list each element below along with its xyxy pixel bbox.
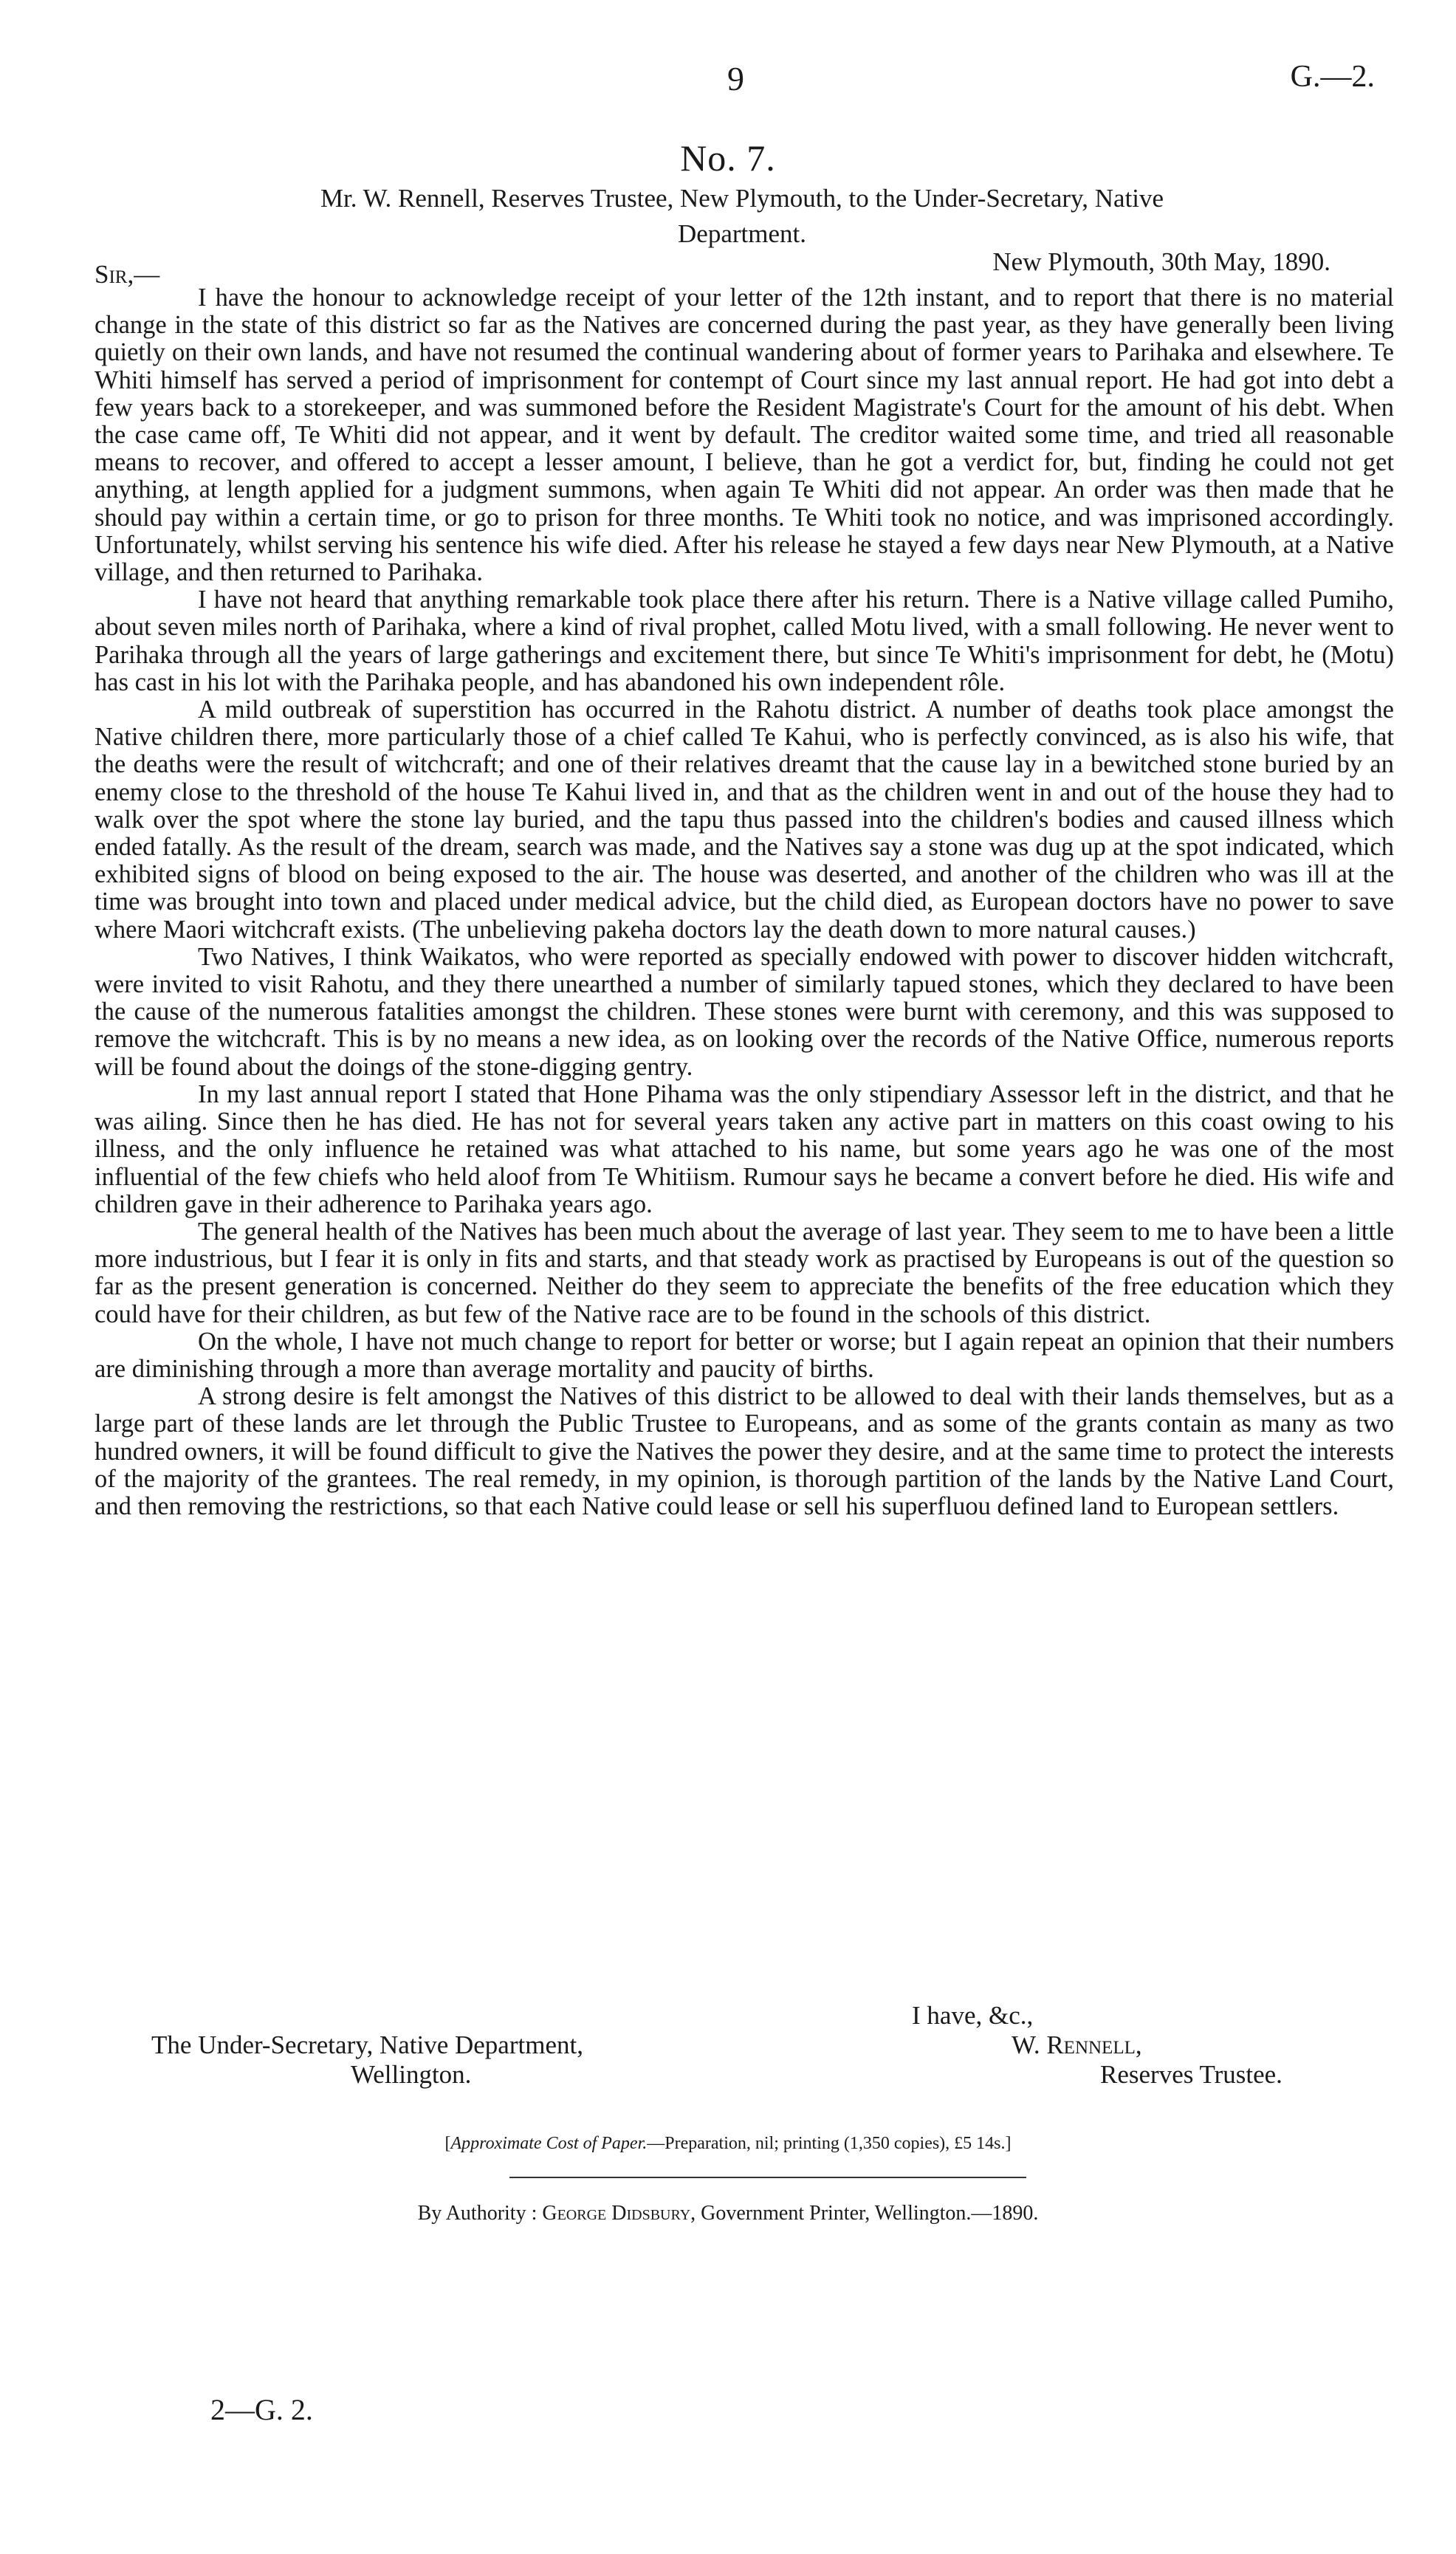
paragraph: Two Natives, I think Waikatos, who were reported as specially endowed with power to discover hidden witchcraft, were invited to visit Rahotu, and they there unearthed a number of similarly tapued stones, which they declared to have been the cause of the numerous fatalities amongst the children. These stones were burnt with ceremony, and this was supposed to remove the witchcraft. This is by no means a new idea, as on looking over the records of the Native Office, numerous reports will be found about the doings of the stone-digging gentry. <box>95 942 1394 1081</box>
heading-line-2: Department. <box>678 219 806 248</box>
letter-heading <box>144 181 1340 252</box>
imprint-prefix: By Authority : <box>417 2202 538 2225</box>
imprint-rest: Government Printer, Wellington.—1890. <box>701 2202 1039 2225</box>
divider <box>509 2177 1026 2178</box>
signer-name <box>1012 2031 1142 2060</box>
paragraph: A strong desire is felt amongst the Natives of this district to be allowed to deal with their lands themselves, but as a large part of these lands are let through the Public Trustee to Europeans, and as some of the grants contain as many as two hundred owners, it will be found difficult to give the Natives the power they desire, and at the same time to protect the interests of the majority of the grantees. The real remedy, in my opinion, is thorough partition of the lands by the Native Land Court, and then removing the restrictions, so that each Native could lease or sell his superfluou defined land to European settlers. <box>95 1382 1394 1520</box>
salutation: Sir,— <box>95 260 160 289</box>
recipient-block <box>151 2031 583 2090</box>
letter-number: No. 7. <box>680 137 776 179</box>
heading-line-1: Mr. W. Rennell, Reserves Trustee, New Plymouth, to the Under-Secretary, Native <box>320 184 1164 213</box>
letter-body <box>95 284 1394 1520</box>
signature-code: 2—G. 2. <box>210 2393 313 2426</box>
cost-note: [Approximate Cost of Paper.—Preparation, nil; printing (1,350 copies), £5 14s.] <box>444 2134 1012 2153</box>
paragraph: In my last annual report I stated that Hone Pihama was the only stipendiary Assessor left in the district, and that he was ailing. Since then he has died. He has not for several years taken any active part in matters on this coast owing to his illness, and the only influence he retained was what attached to his name, but some years ago he was one of the most influential of the few chiefs who held aloof from Te Whitiism. Rumour says he became a convert before he died. His wife and children gave in their adherence to Parihaka years ago. <box>95 1079 1394 1218</box>
dateline: New Plymouth, 30th May, 1890. <box>992 247 1330 276</box>
paragraph: A mild outbreak of superstition has occurred in the Rahotu district. A number of deaths took place amongst the Native children there, more particularly those of a chief called Te Kahui, who is perfectly convinced, as is also his wife, that the deaths were the result of witchcraft; and one of their relatives dreamt that the cause lay in a bewitched stone buried by an enemy close to the threshold of the house Te Kahui lived in, and that as the children went in and out of the house they had to walk over the spot where the stone lay buried, and the tapu thus passed into the children's bodies and caused illness which ended fatally. As the result of the dream, search was made, and the Natives say a stone was dug up at the spot indicated, which exhibited signs of blood on being exposed to the air. The house was deserted, and another of the children who was ill at the time was brought into town and placed under medical advice, but the child died, as European doctors have no power to save where Maori witchcraft exists. (The unbelieving pakeha doctors lay the death down to more natural causes.) <box>95 696 1394 944</box>
recipient-line-2: Wellington. <box>351 2060 472 2089</box>
signer-title: Reserves Trustee. <box>1100 2060 1282 2089</box>
paragraph: On the whole, I have not much change to report for better or worse; but I again repeat an opinion that their numbers are diminishing through a more than average mortality and paucity of births. <box>95 1327 1394 1383</box>
paragraph: The general health of the Natives has been much about the average of last year. They seem to me to have been a little more industrious, but I fear it is only in fits and starts, and that steady work as practised by Europeans is out of the question so far as the present generation is concerned. Neither do they seem to appreciate the benefits of the free education which they could have for their children, as but few of the Native race are to be found in the schools of this district. <box>95 1217 1394 1328</box>
paragraph: I have not heard that anything remarkable took place there after his return. There is a Native village called Pumiho, about seven miles north of Parihaka, where a kind of rival prophet, called Motu lived, with a small following. He never went to Parihaka through all the years of large gatherings and excitement there, but since Te Whiti's imprisonment for debt, he (Motu) has cast in his lot with the Parihaka people, and has abandoned his own independent rôle. <box>95 586 1394 696</box>
paragraph: I have the honour to acknowledge receipt of your letter of the 12th instant, and to report that there is no material change in the state of this district so far as the Natives are concerned during the past year, as they have generally been living quietly on their own lands, and have not resumed the continual wandering about of former years to Parihaka and elsewhere. Te Whiti himself has served a period of imprisonment for contempt of Court since my last annual report. He had got into debt a few years back to a storekeeper, and was summoned before the Resident Magistrate's Court for the amount of his debt. When the case came off, Te Whiti did not appear, and it went by default. The creditor waited some time, and tried all reasonable means to recover, and offered to accept a lesser amount, I believe, than he got a verdict for, but, finding he could not get anything, at length applied for a judgment summons, when again Te Whiti did not appear. An order was then made that he should pay within a certain time, or go to prison for three months. Te Whiti took no notice, and was imprisoned accordingly. Unfortunately, whilst serving his sentence his wife died. After his release he stayed a few days near New Plymouth, at a Native village, and then returned to Parihaka. <box>95 284 1394 587</box>
printer-imprint <box>0 2202 1456 2225</box>
cost-text: —Preparation, nil; printing (1,350 copies), £5 14s. <box>647 2134 1006 2153</box>
document-reference: G.—2. <box>1290 60 1375 94</box>
page-number: 9 <box>727 60 744 97</box>
signer-name-text: W. Rennell, <box>1012 2031 1142 2059</box>
printer-name: George Didsbury, <box>542 2202 696 2225</box>
cost-label: Approximate Cost of Paper. <box>450 2134 648 2153</box>
recipient-line-1: The Under-Secretary, Native Department, <box>151 2031 583 2059</box>
closing: I have, &c., <box>912 2001 1034 2030</box>
